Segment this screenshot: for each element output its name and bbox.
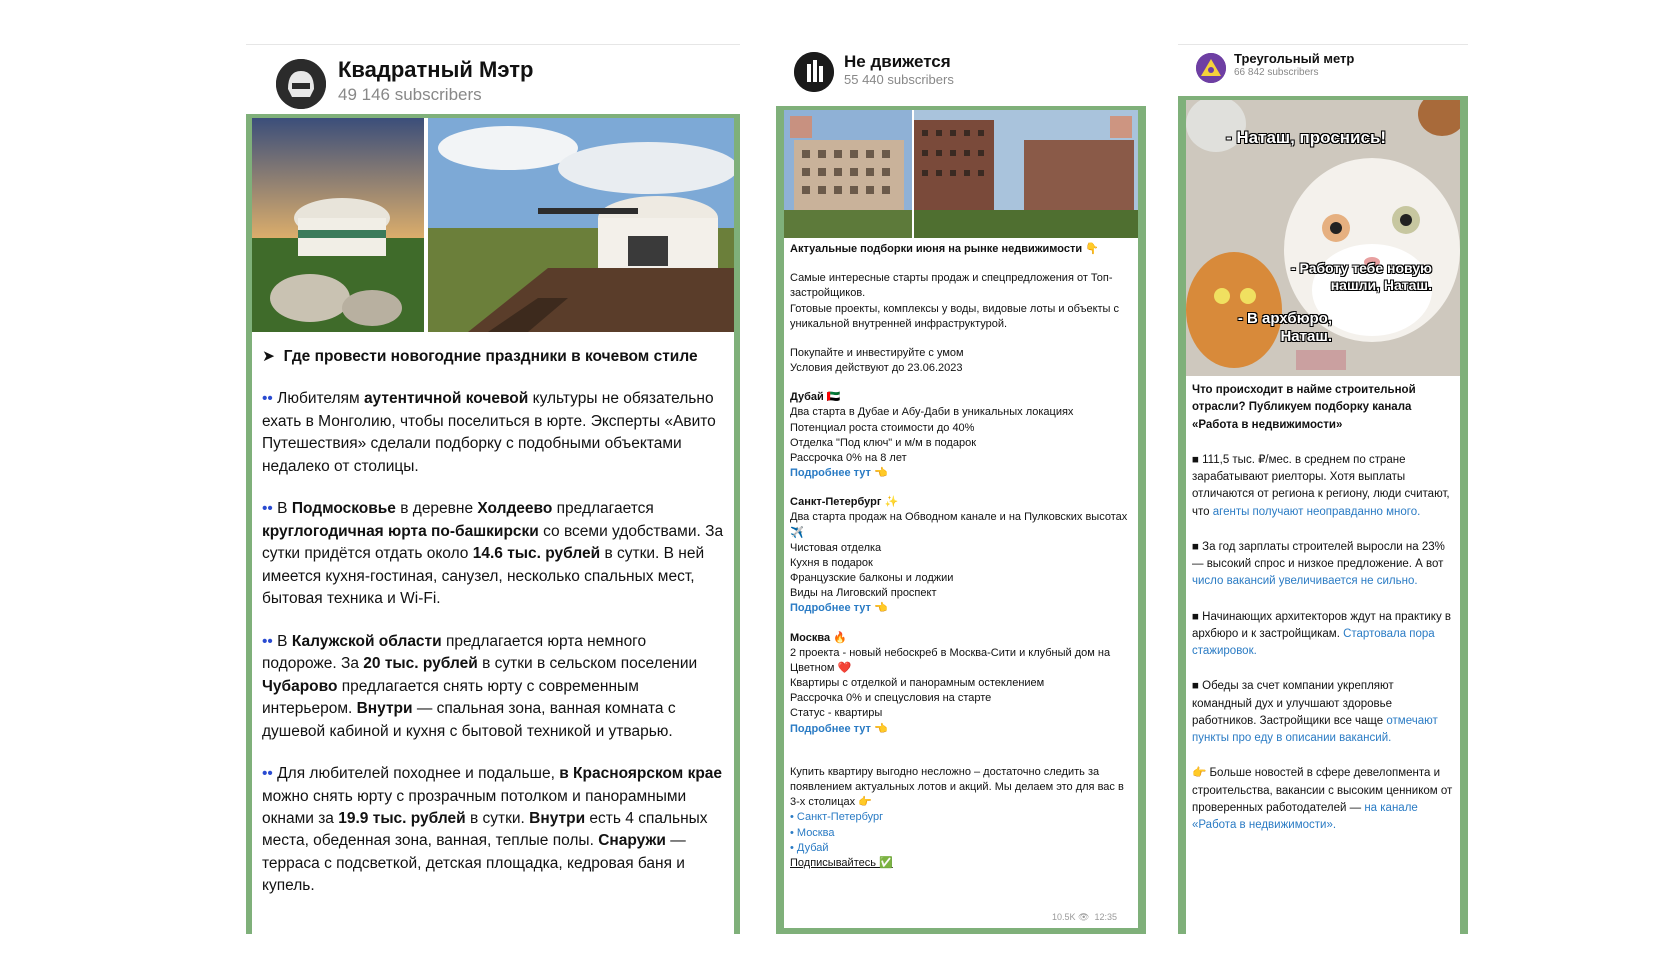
section-line: Отделка "Под ключ" и м/м в подарок: [790, 436, 977, 449]
view-count: 10.5K 👁: [1052, 912, 1090, 922]
post-heading: Что происходит в найме строительной отрасли? Публикуем подборку канала «Работа в недвижимости»: [1192, 384, 1416, 431]
meme-caption: - В архбюро, Наташ.: [1237, 310, 1332, 345]
paragraph-run: Подмосковье: [291, 500, 396, 518]
paragraph-run: Калужской области: [291, 632, 442, 650]
news-item-text: ■ Обеды за счет компании укрепляют командный дух и улучшают здоровье работников. Застройщики все чаще: [1192, 680, 1394, 727]
section-line: Статус - квартиры: [790, 707, 883, 720]
news-item-link[interactable]: число вакансий увеличивается не сильно.: [1192, 575, 1418, 588]
bullet-icon: ••: [262, 390, 278, 408]
paragraph-run: можно снять юрту с прозрачным потолком и панорамными окнами за: [262, 787, 687, 827]
paragraph-run: культуры не обязательно ехать в Монголию, чтобы поселиться в юрте. Эксперты «Авито Путешествия» сделали подборку с подобными объектами недалеко от столицы.: [262, 390, 716, 475]
post-photo-yurt-left[interactable]: [252, 118, 424, 332]
post-card: [252, 118, 734, 934]
intro-line: Условия действуют до 23.06.2023: [790, 362, 963, 375]
paragraph-run: 19.9 тыс. рублей: [338, 809, 466, 827]
section-line: 2 проекта - новый небоскреб в Москва-Сити и клубный дом на Цветном ❤️: [790, 646, 1111, 674]
section-line: Квартиры с отделкой и панорамным остеклением: [790, 677, 1045, 690]
post-frame: [246, 114, 740, 934]
helmet-logo-icon: [276, 59, 326, 109]
bullet-icon: ••: [262, 500, 278, 518]
paragraph-run: предлагается: [552, 500, 654, 518]
paragraph-run: Холдеево: [477, 500, 553, 518]
section-moscow: [790, 631, 1132, 737]
section-line: Кухня в подарок: [790, 556, 873, 569]
section-dubai: [790, 390, 1132, 481]
paragraph-run: аутентичной кочевой: [363, 390, 529, 408]
channel-avatar[interactable]: [794, 52, 834, 92]
news-item-text: ■ 111,5 тыс. ₽/мес. в среднем по стране зарабатывают риелторы. Хотя выплаты отличаются от региона к региону, люди считают, что: [1192, 453, 1450, 518]
post-panel-treugolny-metr: [1178, 44, 1468, 934]
post-frame: [1178, 96, 1468, 934]
city-link-dubai[interactable]: • Дубай: [790, 841, 829, 854]
post-card: [1186, 100, 1460, 934]
paragraph-run: Внутри: [356, 700, 413, 718]
channel-header[interactable]: [246, 44, 740, 115]
subscriber-count: 49 146 subscribers: [338, 85, 482, 104]
intro-line: Покупайте и инвестируйте с умом: [790, 346, 964, 359]
subscriber-count: 55 440 subscribers: [844, 72, 954, 87]
paragraph-run: — терраса с подсветкой, детская площадка, кедровая баня и купель.: [262, 832, 686, 895]
post-meta: [1052, 912, 1117, 923]
city-link-spb[interactable]: • Санкт-Петербург: [790, 811, 884, 824]
paragraph-run: есть 4 спальных места, обеденная зона, ванная, теплые полы.: [262, 809, 708, 850]
paragraph-run: В: [277, 500, 292, 518]
post-time: 12:35: [1094, 912, 1117, 922]
post-meme-image[interactable]: [1186, 100, 1460, 376]
post-frame: [776, 106, 1146, 934]
intro-line: Готовые проекты, комплексы у воды, видовые лоты и объекты с уникальной внутренней инфраструктурой.: [790, 302, 1120, 330]
channel-name[interactable]: Квадратный Мэтр: [338, 57, 534, 82]
post-panel-kvadratny-metr: [246, 44, 740, 934]
section-title: Санкт-Петербург ✨: [790, 496, 899, 509]
paragraph-run: предлагается юрта немного подороже. За: [262, 632, 647, 673]
channel-avatar[interactable]: [276, 59, 326, 109]
post-paragraph: [262, 388, 724, 478]
bullet-icon: ••: [262, 632, 278, 650]
paragraph-run: Чубарово: [262, 677, 338, 695]
post-body: [262, 346, 724, 898]
channel-name[interactable]: Треугольный метр: [1234, 51, 1355, 66]
paragraph-run: Любителям: [277, 390, 364, 408]
paragraph-run: в сутки.: [465, 809, 530, 827]
subscribe-link[interactable]: Подписывайтесь ✅: [790, 856, 893, 869]
post-body: [790, 242, 1132, 871]
post-card: [784, 110, 1138, 928]
section-spb: [790, 495, 1132, 616]
news-item-text: ■ Начинающих архитекторов ждут на практику в архбюро и к застройщикам.: [1192, 610, 1452, 640]
paragraph-run: 20 тыс. рублей: [363, 655, 478, 673]
bullet-icon: ••: [262, 765, 278, 783]
post-photo-buildings-left[interactable]: [784, 110, 912, 238]
paragraph-run: в деревне: [395, 500, 478, 518]
news-item: [1192, 539, 1454, 591]
paragraph-run: круглогодичная юрта по-башкирски: [262, 522, 539, 540]
section-title: Дубай 🇦🇪: [790, 391, 841, 404]
paragraph-run: в Красноярском крае: [559, 765, 723, 783]
meme-caption: - Наташ, проснись!: [1226, 128, 1387, 147]
city-link-moscow[interactable]: • Москва: [790, 826, 835, 839]
post-heading: Актуальные подборки июня на рынке недвижимости 👇: [790, 243, 1099, 255]
post-photo-yurt-right[interactable]: [428, 118, 734, 332]
news-item-text: ■ За год зарплаты строителей выросли на 23% — высокий спрос и низкое предложение. А вот: [1192, 540, 1445, 570]
post-body: [1192, 382, 1454, 834]
paragraph-run: Снаружи: [598, 832, 666, 850]
news-item: [1192, 609, 1454, 661]
paragraph-run: предлагается снять юрту с современным интерьером.: [262, 677, 639, 718]
section-line: Французские балконы и лоджии: [790, 572, 954, 585]
channel-header[interactable]: [776, 44, 1146, 106]
post-paragraph: [262, 631, 724, 743]
channel-name[interactable]: Не движется: [844, 52, 951, 71]
news-item-link[interactable]: Стартовала пора стажировок.: [1192, 627, 1435, 657]
news-item-link[interactable]: на канале «Работа в недвижимости».: [1192, 801, 1418, 831]
paragraph-run: со всеми удобствами. За сутки придётся отдать около: [262, 522, 724, 563]
paragraph-run: Для любителей походнее и подальше,: [277, 765, 560, 783]
post-panel-ne-dvizhetsya: [776, 44, 1146, 934]
section-line: Чистовая отделка: [790, 541, 882, 554]
intro-line: Самые интересные старты продаж и спецпредложения от Топ-застройщиков.: [790, 272, 1113, 300]
pin-icon: ➤: [262, 348, 275, 365]
section-line: Рассрочка 0% и спецусловия на старте: [790, 692, 992, 705]
section-line: Виды на Лиговский проспект: [790, 587, 937, 600]
building-logo-icon: [794, 52, 834, 92]
subscriber-count: 66 842 subscribers: [1234, 67, 1319, 78]
news-item: [1192, 452, 1454, 521]
outro: Купить квартиру выгодно несложно – достаточно следить за появлением актуальных лотов и акций. Мы делаем это для вас в 3-х столицах 👉: [790, 765, 1124, 809]
section-title: Москва 🔥: [790, 631, 847, 644]
paragraph-run: в сутки в сельском поселении: [477, 655, 698, 673]
more-link[interactable]: Подробнее тут 👈: [790, 602, 888, 615]
post-paragraph: [262, 763, 724, 898]
section-line: Рассрочка 0% на 8 лет: [790, 451, 907, 464]
news-item-link[interactable]: агенты получают неоправданно много.: [1212, 505, 1421, 518]
channel-avatar[interactable]: [1196, 53, 1226, 83]
post-paragraph: [262, 498, 724, 610]
meme-caption: - Работу тебе новую нашли, Наташ.: [1290, 260, 1432, 293]
section-line: Потенциал роста стоимости до 40%: [790, 421, 975, 434]
news-item-text: 👉 Больше новостей в сфере девелопмента и строительства, вакансии с высоким ценником от проверенных работодателей —: [1192, 767, 1453, 814]
paragraph-run: 14.6 тыс. рублей: [472, 545, 601, 563]
section-line: Два старта продаж на Обводном канале и на Пулковских высотах ✈️: [790, 511, 1128, 539]
channel-header[interactable]: [1178, 44, 1468, 97]
post-photo-buildings-right[interactable]: [914, 110, 1138, 238]
news-item-link[interactable]: отмечают пункты про еду в описании вакансий.: [1192, 714, 1438, 744]
section-line: Два старта в Дубае и Абу-Даби в уникальных локациях: [790, 406, 1074, 419]
paragraph-run: в сутки. В ней имеется кухня-гостиная, санузел, несколько спальных мест, бытовая техника и Wi-Fi.: [262, 545, 705, 608]
news-item: [1192, 678, 1454, 747]
triangle-logo-icon: [1196, 53, 1226, 83]
paragraph-run: В: [277, 632, 292, 650]
paragraph-run: — спальная зона, ванная комната с душевой кабиной и кухня с бытовой техникой и утварью.: [262, 700, 676, 740]
paragraph-run: Внутри: [529, 809, 586, 827]
more-link[interactable]: Подробнее тут 👈: [790, 467, 888, 480]
post-title: Где провести новогодние праздники в кочевом стиле: [283, 348, 698, 365]
news-item: [1192, 765, 1454, 834]
more-link[interactable]: Подробнее тут 👈: [790, 722, 888, 735]
